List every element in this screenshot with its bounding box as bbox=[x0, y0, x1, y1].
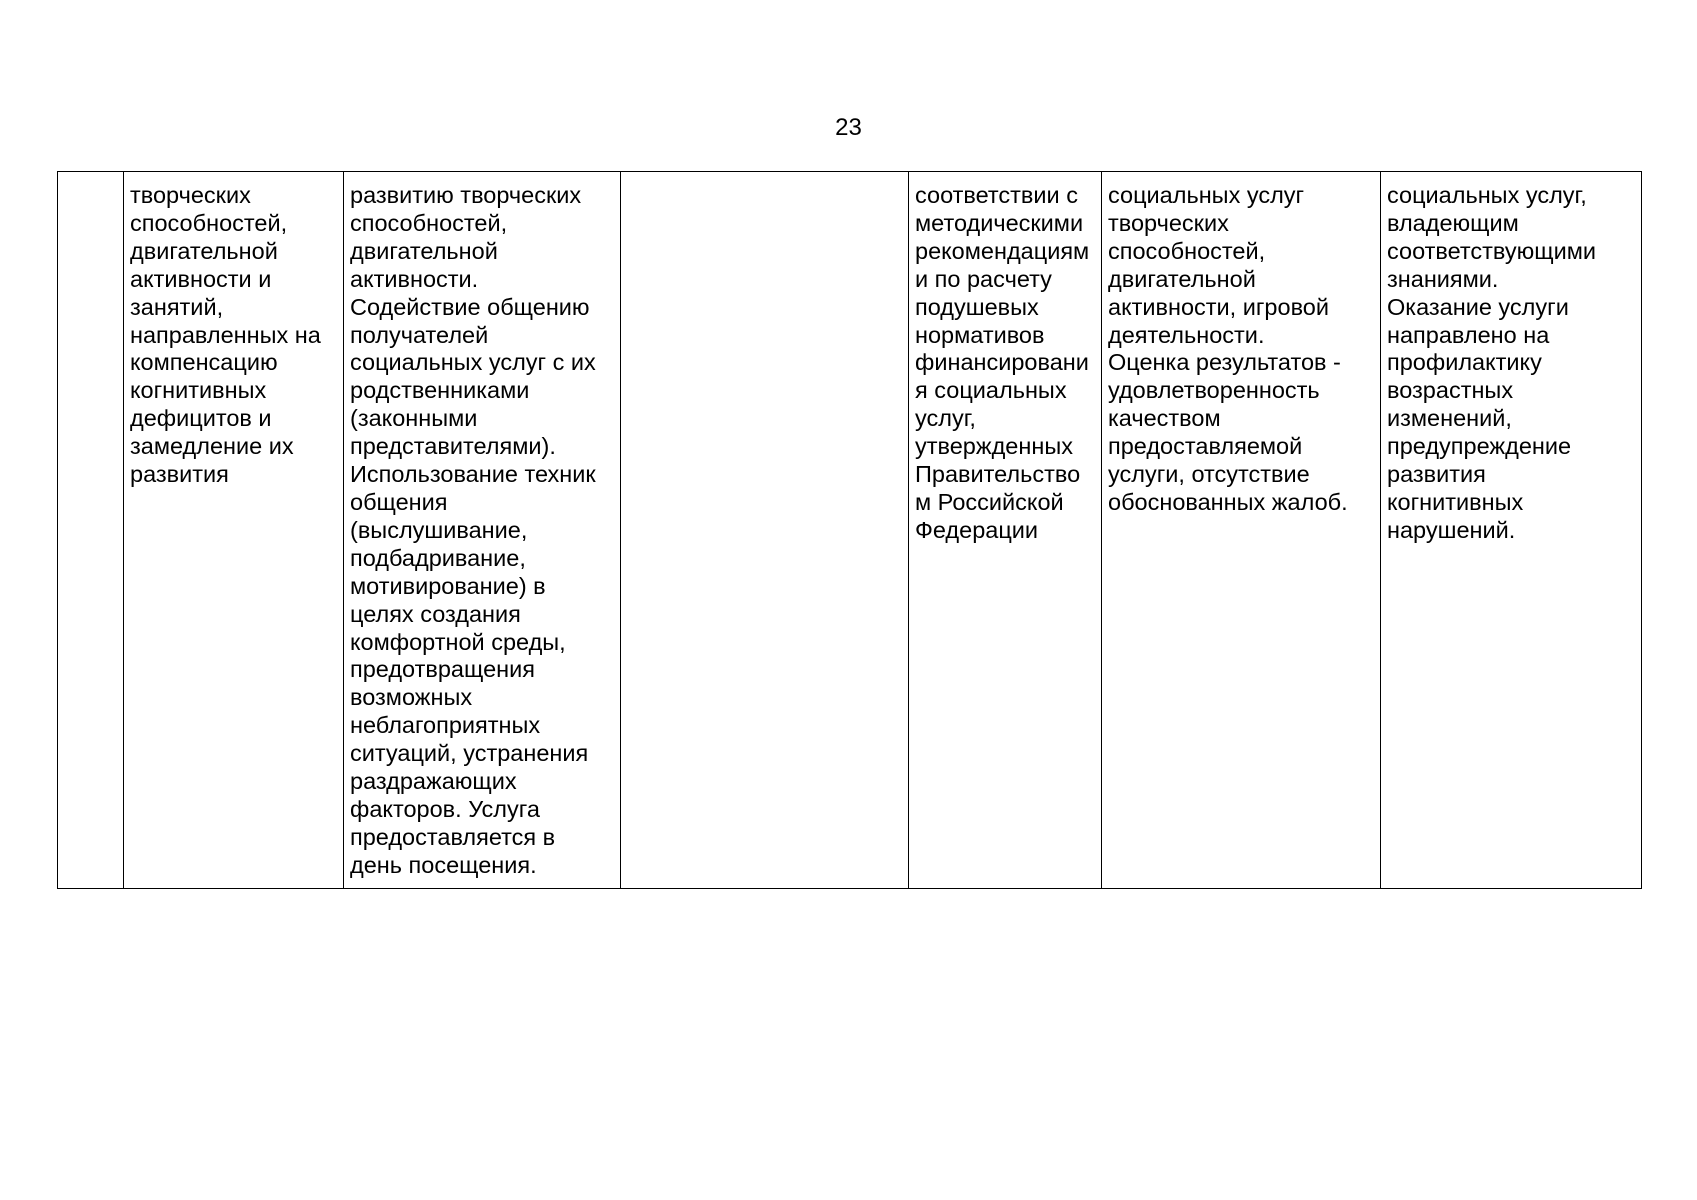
table-cell-service-name bbox=[124, 172, 344, 889]
services-table bbox=[57, 171, 1642, 889]
table-cell-conditions bbox=[1381, 172, 1642, 889]
page-number: 23 bbox=[835, 114, 862, 141]
table-cell-service-description bbox=[344, 172, 621, 889]
table-cell-empty bbox=[621, 172, 909, 889]
table-cell-quality-indicators bbox=[1102, 172, 1381, 889]
table-row bbox=[58, 172, 1642, 889]
table-cell-number bbox=[58, 172, 124, 889]
cell-text: социальных услуг творческих способностей, двигательной активности, игровой деятельности. Оценка результатов - удовлетворенность качеством предоставляемой услуги, отсутствие обоснованных жалоб. bbox=[1108, 182, 1348, 515]
table-cell-tariff bbox=[909, 172, 1102, 889]
cell-text: соответствии с методическими рекомендациям и по расчету подушевых нормативов финансировани я социальных услуг, утвержденных Правительство м Российской Федерации bbox=[915, 182, 1090, 543]
cell-text: творческих способностей, двигательной активности и занятий, направленных на компенсацию когнитивных дефицитов и замедление их развития bbox=[130, 182, 321, 488]
cell-text: развитию творческих способностей, двигательной активности. Содействие общению получателей социальных услуг с их родственниками (законными представителями). Использование техник общения (выслушивание, подбадривание, мотивирование) в целях создания комфортной среды, предотвращения возможных неблагоприятных ситуаций, устранения раздражающих факторов. Услуга предоставляется в день посещения. bbox=[350, 182, 596, 878]
cell-text: социальных услуг, владеющим соответствующими знаниями. Оказание услуги направлено на профилактику возрастных изменений, предупреждение развития когнитивных нарушений. bbox=[1387, 182, 1597, 543]
